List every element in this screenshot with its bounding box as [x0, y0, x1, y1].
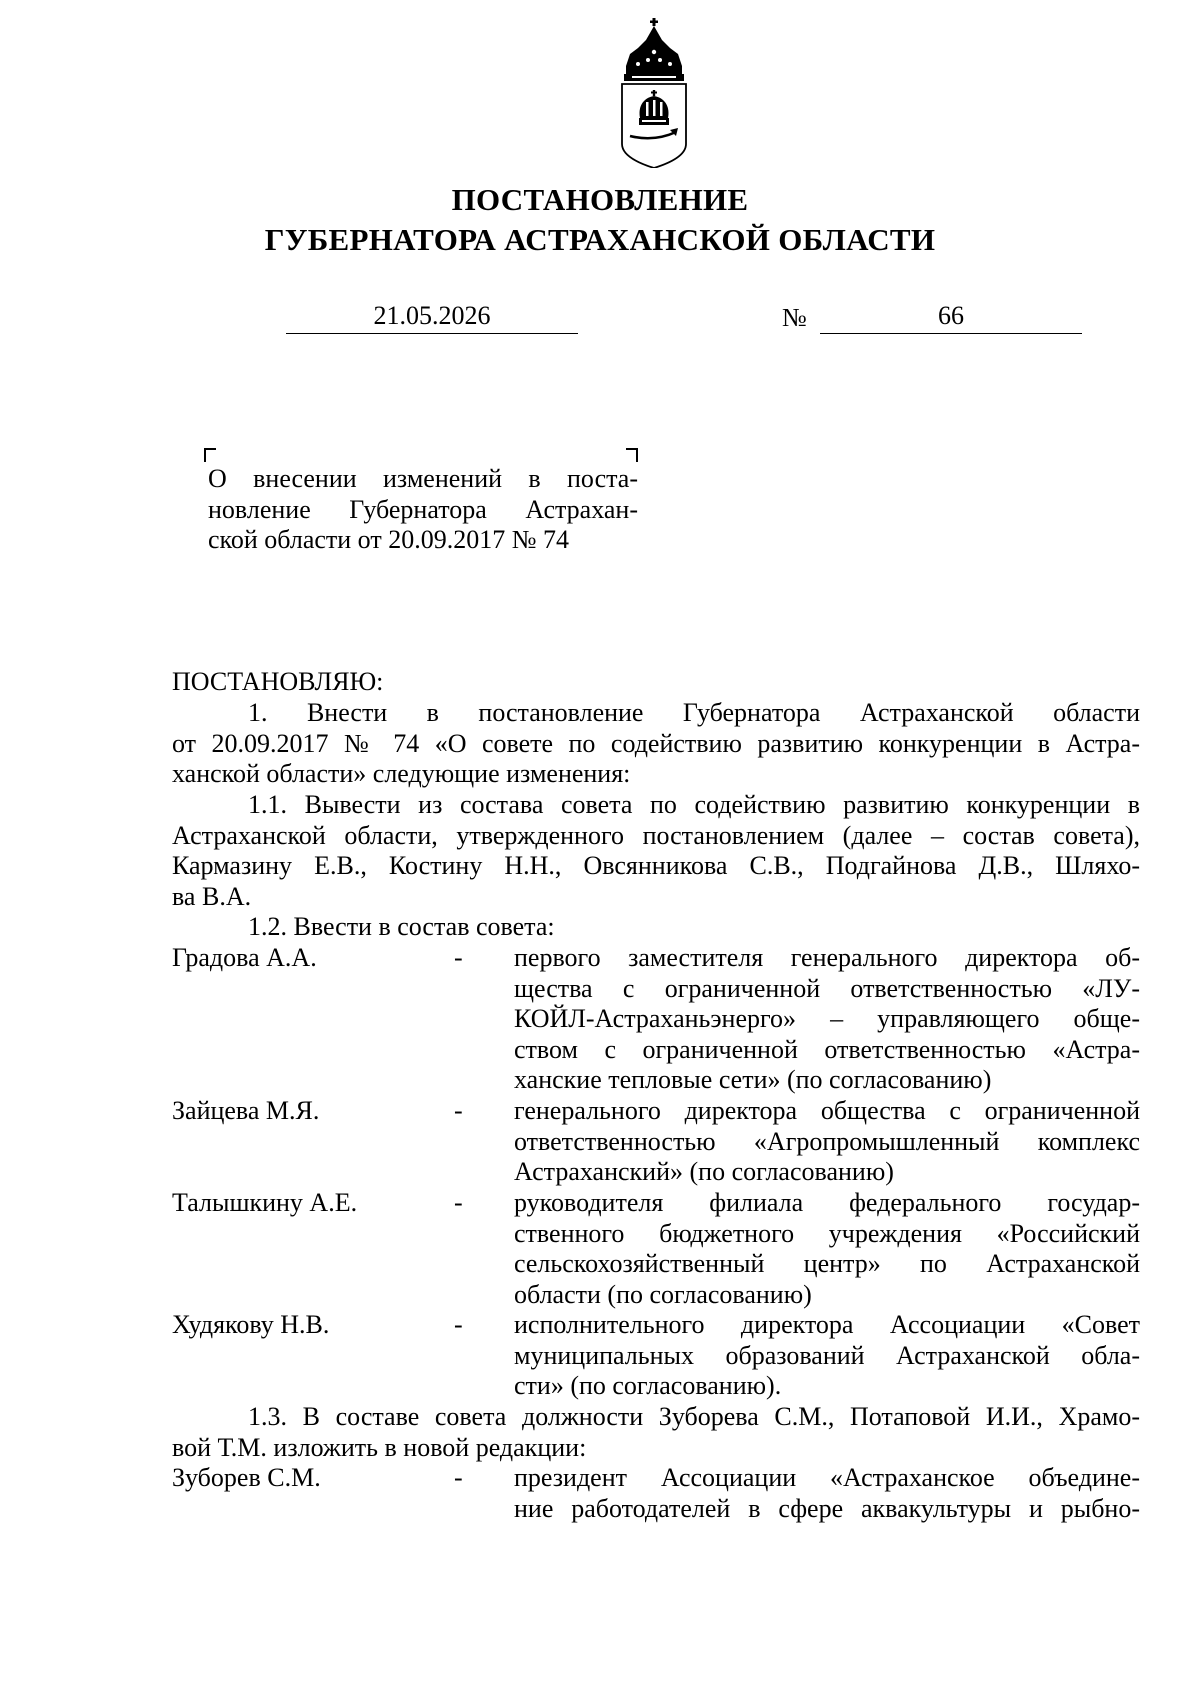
position-line: ханские тепловые сети» (по согласованию) [514, 1065, 992, 1094]
member-position [514, 1188, 1140, 1310]
position-line: области (по согласованию) [514, 1279, 812, 1309]
paragraph-1-2 [172, 912, 1140, 943]
position-line: КОЙЛ-Астраханьэнерго» – управляющего обще- [514, 1004, 1140, 1033]
member-dash: - [454, 1096, 463, 1125]
paragraph-line: вой Т.М. изложить в новой редакции: [172, 1432, 587, 1462]
position-line: генерального директора общества с ограниченной [514, 1096, 1140, 1125]
issuer-title: ГУБЕРНАТОРА АСТРАХАНСКОЙ ОБЛАСТИ [264, 222, 936, 257]
member-dash: - [454, 1310, 463, 1339]
member-dash: - [454, 1188, 463, 1217]
member-position [514, 1463, 1140, 1524]
paragraph-line: 1.3. В составе совета должности Зуборева С.М., Потаповой И.И., Храмо- [248, 1402, 1140, 1431]
decree-word: ПОСТАНОВЛЯЮ: [172, 667, 384, 696]
paragraph-line: ва В.А. [172, 881, 252, 911]
paragraph-line: 1. Внести в постановление Губернатора Астраханской области [248, 698, 1140, 727]
position-line: муниципальных образований Астраханской обла- [514, 1340, 1140, 1370]
paragraph-line: 1.1. Вывести из состава совета по содействию развитию конкуренции в [248, 790, 1140, 819]
member-position [514, 1096, 1140, 1188]
position-line: щества с ограниченной ответственностью «ЛУ- [514, 973, 1140, 1003]
document-type-title: ПОСТАНОВЛЕНИЕ [451, 182, 749, 217]
member-name: Худякову Н.В. [172, 1310, 330, 1339]
position-line: сти» (по согласованию). [514, 1371, 782, 1400]
subject-line: новление Губернатора Астрахан- [208, 494, 638, 524]
subject-corner-top-left [204, 448, 216, 462]
member-position [514, 1310, 1140, 1402]
position-line: Астраханский» (по согласованию) [514, 1157, 894, 1186]
paragraph-1-3 [172, 1402, 1140, 1463]
position-line: ние работодателей в сфере аквакультуры и рыбно- [514, 1493, 1140, 1523]
paragraph-1-1 [172, 790, 1140, 912]
paragraph-line: от 20.09.2017 № 74 «О совете по содействию развитию конкуренции в Астра- [172, 728, 1140, 758]
paragraph-line: 1.2. Ввести в состав совета: [248, 912, 555, 941]
document-number: 66 [938, 301, 964, 330]
paragraph-1 [172, 698, 1140, 790]
number-label: № [782, 303, 807, 332]
astrakhan-coat-of-arms-icon [618, 18, 690, 168]
position-line: сельскохозяйственный центр» по Астраханской [514, 1249, 1140, 1278]
position-line: ственного бюджетного учреждения «Российский [514, 1218, 1140, 1248]
document-date: 21.05.2026 [373, 301, 491, 330]
member-name: Талышкину А.Е. [172, 1188, 358, 1217]
subject-line: ской области от 20.09.2017 № 74 [208, 525, 570, 554]
position-line: ством с ограниченной ответственностью «Астра- [514, 1034, 1140, 1064]
member-position [514, 943, 1140, 1096]
document-subject [208, 464, 638, 556]
member-name: Зуборев С.М. [172, 1463, 321, 1492]
subject-corner-top-right [626, 448, 638, 462]
paragraph-line: Кармазину Е.В., Костину Н.Н., Овсянникова С.В., Подгайнова Д.В., Шляхо- [172, 851, 1140, 880]
position-line: руководителя филиала федерального государ- [514, 1188, 1140, 1217]
position-line: исполнительного директора Ассоциации «Совет [514, 1310, 1140, 1339]
position-line: первого заместителя генерального директора об- [514, 943, 1140, 972]
member-dash: - [454, 1463, 463, 1492]
paragraph-line: Астраханской области, утвержденного постановлением (далее – состав совета), [172, 820, 1140, 850]
paragraph-line: ханской области» следующие изменения: [172, 759, 631, 788]
member-dash: - [454, 943, 463, 972]
member-name: Зайцева М.Я. [172, 1096, 320, 1125]
date-underline [286, 332, 578, 334]
member-name: Градова А.А. [172, 943, 317, 972]
position-line: ответственностью «Агропромышленный комплекс [514, 1126, 1140, 1156]
subject-line: О внесении изменений в поста- [208, 464, 638, 493]
number-underline [820, 332, 1082, 334]
position-line: президент Ассоциации «Астраханское объедине- [514, 1463, 1140, 1492]
